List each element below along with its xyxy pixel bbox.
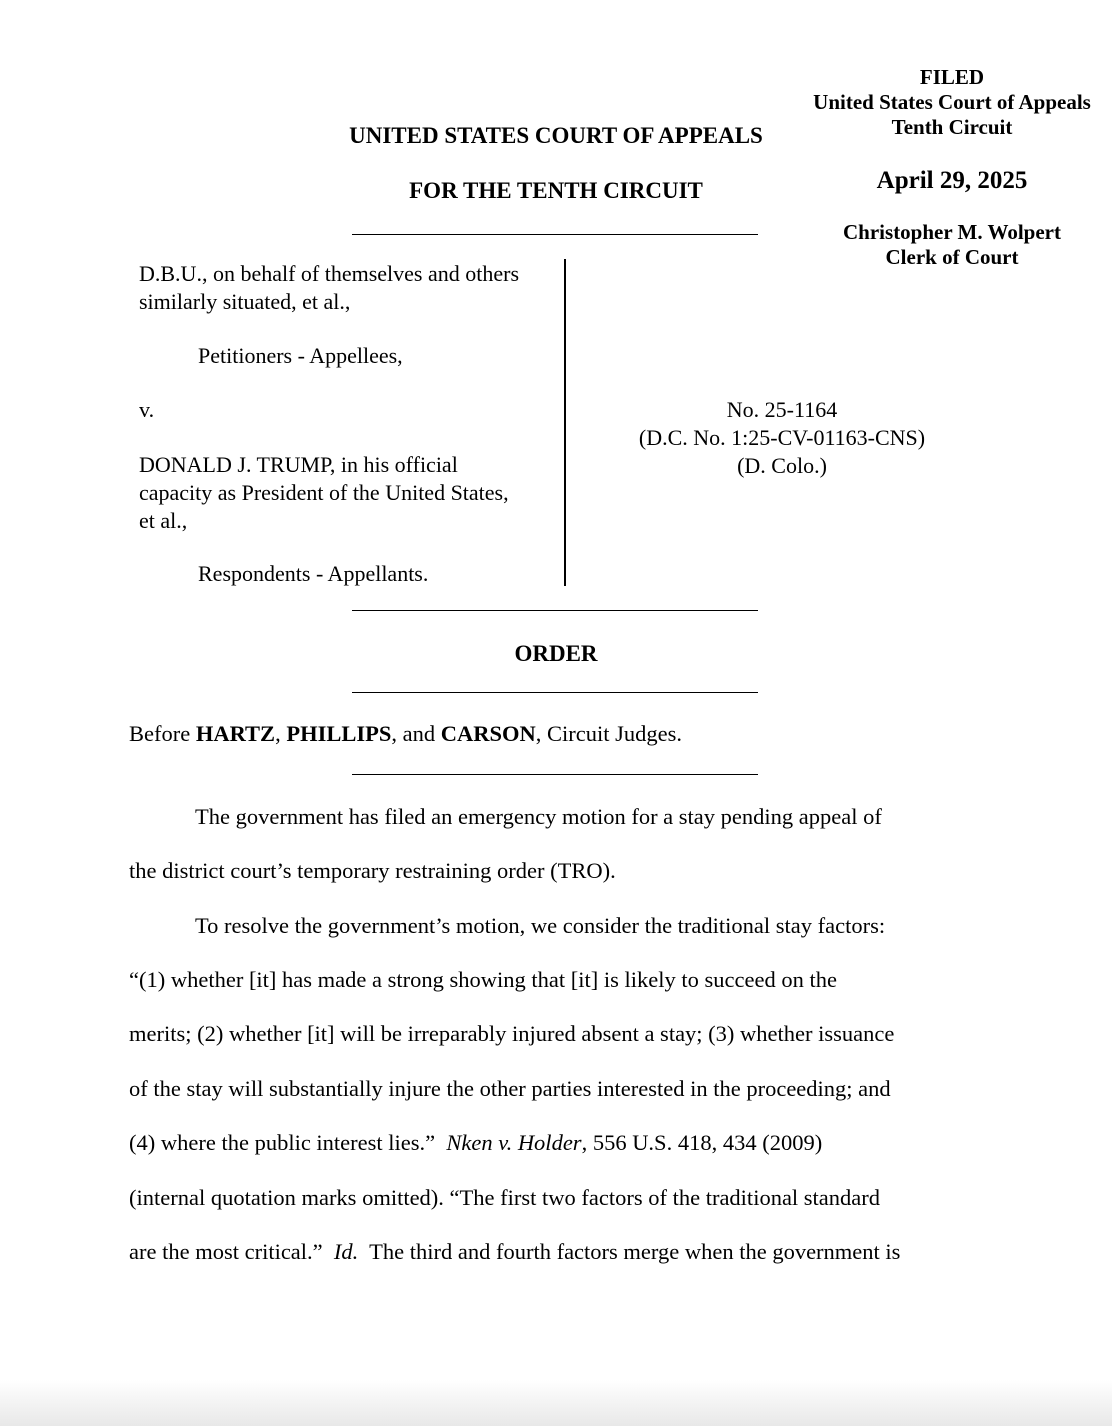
respondent-line-3: et al., — [139, 508, 188, 533]
body-line-7 — [129, 1130, 822, 1156]
judge-phillips: PHILLIPS — [286, 721, 392, 746]
panel-rule — [352, 774, 758, 775]
judge-hartz: HARTZ — [195, 721, 276, 746]
circuit-heading: FOR THE TENTH CIRCUIT — [409, 178, 703, 203]
respondent-line-2: capacity as President of the United States, — [139, 480, 509, 505]
body-line-7-start: (4) where the public interest lies.” — [129, 1130, 447, 1155]
heading-rule — [352, 234, 758, 235]
body-line-2: the district court’s temporary restraining order (TRO). — [129, 858, 616, 883]
clerk-block — [792, 220, 1112, 270]
versus-label: v. — [139, 397, 155, 422]
respondent-line-1: DONALD J. TRUMP, in his official — [139, 452, 458, 477]
panel-sep-2: , and — [391, 721, 441, 746]
respondent-party — [139, 451, 509, 535]
stamp-circuit: Tenth Circuit — [891, 115, 1013, 139]
body-line-6: of the stay will substantially injure the other parties interested in the proceeding; and — [129, 1076, 891, 1101]
clerk-name: Christopher M. Wolpert — [843, 220, 1061, 244]
page-bottom-shadow — [0, 1380, 1112, 1426]
body-line-4: “(1) whether [it] has made a strong showing that [it] is likely to succeed on the — [129, 967, 837, 992]
panel-suffix: , Circuit Judges. — [535, 721, 682, 746]
petitioner-line-1: D.B.U., on behalf of themselves and others — [139, 261, 520, 286]
body-line-9-start: are the most critical.” — [129, 1239, 334, 1264]
docket-number: No. 25-1164 — [726, 397, 838, 422]
body-line-8: (internal quotation marks omitted). “The first two factors of the traditional standard — [129, 1185, 881, 1210]
filed-label: FILED — [919, 65, 985, 89]
caption-divider — [564, 259, 566, 586]
body-line-9-end: The third and fourth factors merge when the government is — [358, 1239, 901, 1264]
body-line-1: The government has filed an emergency motion for a stay pending appeal of — [195, 804, 882, 829]
district-name: (D. Colo.) — [737, 453, 827, 478]
filed-date: April 29, 2025 — [876, 167, 1028, 194]
judge-carson: CARSON — [440, 721, 536, 746]
order-title: ORDER — [514, 641, 598, 666]
panel-sep-1: , — [275, 721, 287, 746]
district-court-number: (D.C. No. 1:25-CV-01163-CNS) — [638, 425, 926, 450]
id-citation: Id. — [333, 1239, 359, 1264]
body-line-3: To resolve the government’s motion, we consider the traditional stay factors: — [195, 913, 886, 938]
petitioner-line-2: similarly situated, et al., — [139, 289, 351, 314]
body-line-9 — [129, 1239, 900, 1265]
respondent-role: Respondents - Appellants. — [198, 561, 429, 586]
caption-rule — [352, 610, 758, 611]
case-citation-nken: Nken v. Holder — [446, 1130, 582, 1155]
clerk-title: Clerk of Court — [885, 245, 1019, 269]
body-line-7-end: , 556 U.S. 418, 434 (2009) — [581, 1130, 823, 1155]
court-name-heading: UNITED STATES COURT OF APPEALS — [349, 123, 763, 148]
order-rule — [352, 692, 758, 693]
petitioner-party — [139, 260, 519, 316]
docket-block — [582, 396, 982, 480]
petitioner-role: Petitioners - Appellees, — [198, 343, 403, 368]
body-line-5: merits; (2) whether [it] will be irreparably injured absent a stay; (3) whether issuance — [129, 1021, 895, 1046]
stamp-court-name: United States Court of Appeals — [813, 90, 1091, 114]
panel-line — [129, 721, 682, 747]
panel-before: Before — [129, 721, 196, 746]
